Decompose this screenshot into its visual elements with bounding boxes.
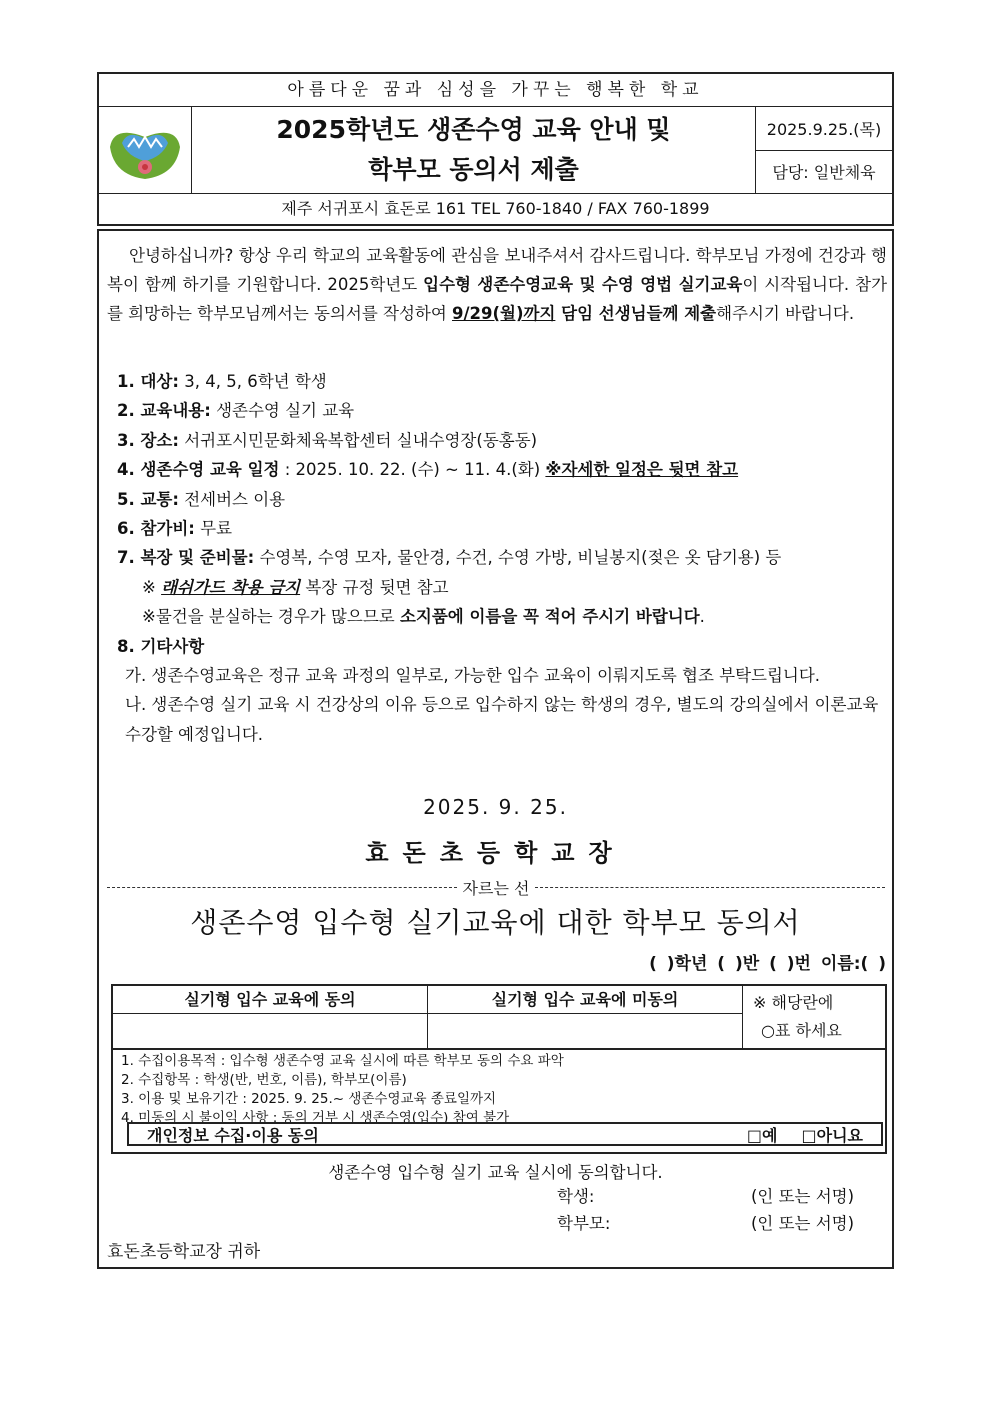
intro-text-1: 안녕하십니까? 항상 우리 학교의 교육활동에 관심을 보내주셔서 감사드립니다. 학부모님 가정에 건강과 행복이 함께 하기를 기원합니다. 2025학년도 [107, 246, 887, 294]
consent-table [111, 984, 887, 1050]
principal-sign: 효돈초등학교장 [365, 839, 626, 867]
cut-line [107, 876, 885, 899]
intro-bold-3: 담임 선생님들께 제출 [555, 304, 717, 323]
intro-text-2: 이 시작됩니다. 참가를 희망하는 학부모님께서는 동의서를 작성하여 [107, 275, 888, 323]
item-place: 3. 장소: 서귀포시민문화체육복합센터 실내수영장(동홍동) [117, 430, 538, 450]
info-list [117, 367, 887, 749]
agree-column-header: 실기형 입수 교육에 동의 [113, 986, 427, 1014]
privacy-box [111, 1050, 887, 1154]
item-transport: 5. 교통: 전세버스 이용 [117, 489, 286, 509]
parent-sign-label: 학부모: [557, 1214, 611, 1233]
privacy-consent-label: 개인정보 수집·이용 동의 [147, 1125, 319, 1145]
issue-date: 2025.9.25.(목) [756, 107, 892, 151]
privacy-items: 2. 수집항목 : 학생(반, 번호, 이름), 학부모(이름) [121, 1072, 407, 1088]
item-target: 1. 대상: 3, 4, 5, 6학년 학생 [117, 372, 327, 391]
mark-instruction-1: ※ 해당란에 [753, 993, 834, 1012]
privacy-disadvantage: 4. 미동의 시 불이익 사항 : 동의 거부 시 생존수영(입수) 참여 불가 [121, 1110, 510, 1126]
intro-paragraph [107, 241, 887, 328]
etc-b: 나. 생존수영 실기 교육 시 건강상의 이유 등으로 입수하지 않는 학생의 경우, 별도의 강의실에서 이론교육 수강할 예정입니다. [125, 695, 879, 744]
agree-cell[interactable] [113, 1014, 427, 1047]
student-info-line[interactable]: ( )학년 ( )반 ( )번 이름:( ) [649, 954, 886, 974]
cut-line-label: 자르는 선 [462, 879, 530, 898]
addressee: 효돈초등학교장 귀하 [107, 1242, 261, 1262]
parent-sign-field[interactable]: (인 또는 서명) [751, 1214, 855, 1233]
privacy-consent-bar [127, 1122, 883, 1146]
disagree-cell[interactable] [428, 1014, 742, 1047]
department: 담당: 일반체육 [772, 163, 876, 183]
intro-text-3: 해주시기 바랍니다. [716, 304, 855, 323]
title-line-2: 학부모 동의서 제출 [368, 155, 579, 184]
privacy-no-checkbox[interactable]: □아니요 [801, 1125, 863, 1145]
disagree-column-header: 실기형 입수 교육에 미동의 [428, 986, 742, 1014]
item-fee: 6. 참가비: 무료 [117, 518, 233, 538]
note-rashguard: ※ 래쉬가드 착용 금지 복장 규정 뒷면 참고 [142, 577, 449, 597]
agree-sentence: 생존수영 입수형 실기 교육 실시에 동의합니다. [328, 1163, 663, 1182]
student-sign-field[interactable]: (인 또는 서명) [751, 1187, 855, 1206]
mark-instruction-2: ○표 하세요 [761, 1021, 842, 1040]
item-content: 2. 교육내용: 생존수영 실기 교육 [117, 401, 355, 421]
title-line-1: 2025학년도 생존수영 교육 안내 및 [276, 115, 671, 144]
privacy-period: 3. 이용 및 보유기간 : 2025. 9. 25.~ 생존수영교육 종료일까지 [121, 1091, 497, 1107]
header-box [97, 72, 894, 226]
item-supplies: 7. 복장 및 준비물: 수영복, 수영 모자, 물안경, 수건, 수영 가방, 비닐봉지(젖은 옷 담기용) 등 [117, 548, 782, 568]
note-belongings: ※물건을 분실하는 경우가 많으므로 소지품에 이름을 꼭 적어 주시기 바랍니다. [142, 607, 705, 627]
consent-form-title: 생존수영 입수형 실기교육에 대한 학부모 동의서 [190, 906, 801, 939]
privacy-yes-checkbox[interactable]: □예 [746, 1125, 778, 1145]
privacy-purpose: 1. 수집이용목적 : 입수형 생존수영 교육 실시에 따른 학부모 동의 수요 파악 [121, 1053, 564, 1069]
notice-body [97, 229, 894, 1269]
etc-a: 가. 생존수영교육은 정규 교육 과정의 일부로, 가능한 입수 교육이 이뤄지도록 협조 부탁드립니다. [125, 665, 821, 685]
intro-bold-1: 입수형 생존수영교육 및 수영 영법 실기교육 [423, 275, 743, 294]
item-schedule: 4. 생존수영 교육 일정 : 2025. 10. 22. (수) ~ 11. 4.(화) ※자세한 일정은 뒷면 참고 [117, 460, 739, 480]
student-sign-label: 학생: [557, 1187, 595, 1206]
school-address: 제주 서귀포시 효돈로 161 TEL 760-1840 / FAX 760-1899 [281, 199, 710, 218]
document-title [192, 107, 756, 193]
school-logo [99, 107, 192, 193]
school-motto: 아름다운 꿈과 심성을 가꾸는 행복한 학교 [99, 74, 892, 107]
deadline: 9/29(월)까지 [452, 304, 556, 323]
item-etc: 8. 기타사항 [117, 636, 205, 656]
notice-date: 2025. 9. 25. [423, 795, 568, 819]
